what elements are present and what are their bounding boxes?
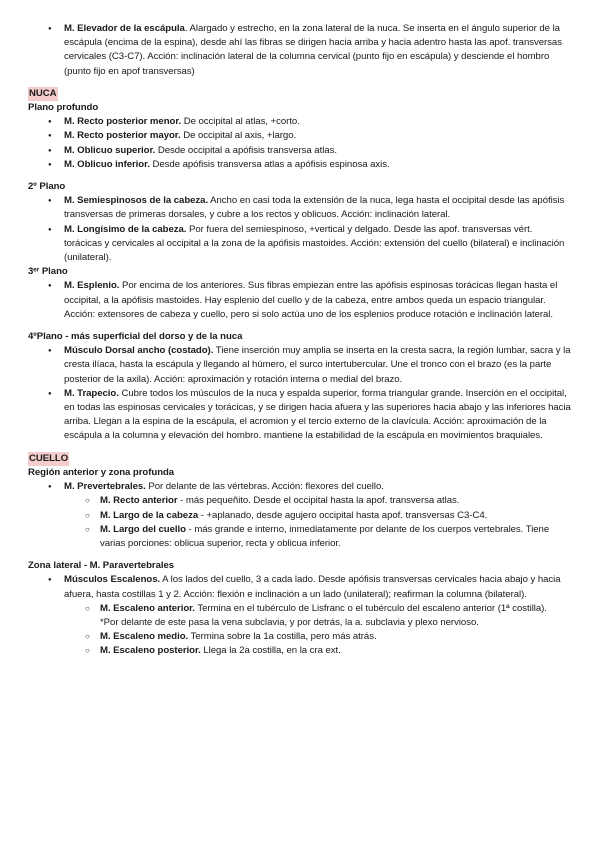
item-term: M. Recto posterior mayor.: [64, 130, 181, 142]
item-text: Termina sobre la 1a costilla, pero más atrás.: [188, 631, 377, 643]
item-term: M. Escaleno posterior.: [100, 645, 201, 657]
item-text: - más pequeñito. Desde el occipital hasta la apof. transversa atlas.: [177, 495, 460, 507]
plano-profundo-list: [28, 115, 572, 172]
zona-lateral-list: [28, 573, 572, 658]
item-text: A los lados del cuello, 3 a cada lado. Desde apófisis transversas cervicales hacia abajo y hacia afuera, hasta costillas 1 y 2. Acción: flexión e inclinación a un lado (unilateral); reafirman la columna (bilateral).: [64, 574, 561, 600]
region-anterior-list: [28, 480, 572, 551]
sub-list-item: [28, 494, 572, 508]
item-term: M. Escaleno medio.: [100, 631, 189, 643]
item-text: . Alargado y estrecho, en la zona lateral de la nuca. Se inserta en el ángulo superior de la escápula (encima de la espina), desde ahí las fibras se dirigen hacia arriba y hacia adentro hasta las apof. transversas cervicales (C3-C7). Acción: inclinación lateral de la columna cervical (punto fijo en escápula) y desciende el hombro (punto fijo en apof transversas): [64, 23, 562, 77]
item-text: - +aplanado, desde agujero occipital hasta apof. transversas C3-C4.: [198, 509, 488, 521]
list-item: [28, 223, 572, 266]
item-text: Desde apófisis transversa atlas a apófisis espinosa axis.: [149, 158, 390, 170]
plano-2-list: [28, 194, 572, 265]
item-text: Llega la 2a costilla, en la cra ext.: [200, 645, 341, 657]
nuca-heading: NUCA: [28, 87, 58, 101]
item-text: Por fuera del semiespinoso, +vertical y delgado. Desde las apof. transversas vért. torácicas y cervicales al occipital a la zona de la apófisis mastoides. Acción: extensión del cuello (bilateral) e inclinación (unilateral).: [64, 223, 565, 264]
top-list: [28, 22, 572, 79]
zona-lateral-title: Zona lateral - M. Paravertebrales: [28, 560, 175, 572]
list-item: [28, 279, 572, 322]
section-heading-cuello: [28, 452, 572, 466]
item-term: M. Largo de la cabeza: [100, 509, 199, 521]
list-item: [28, 344, 572, 387]
item-term: M. Trapecio.: [64, 387, 119, 399]
item-term: M. Esplenio.: [64, 280, 120, 292]
cuello-heading: CUELLO: [28, 452, 69, 466]
plano-3-title: 3ᵉʳ Plano: [28, 266, 68, 278]
item-text: Cubre todos los músculos de la nuca y espalda superior, forma triangular grande. Inserción en el occipital, en todas las espinosas cervicales y torácicas, y se dirigen hacia afuera y las superiores hacia abajo y las inferiores hacia arriba. Llegan a la espina de la escápula, el acromion y el tercio externo de la clavícula. Acción: aproximación de la escápula a la columna y elevación del hombro. mantiene la estabilidad de la escápula en movimientos braquiales.: [64, 387, 571, 442]
item-text: Por delante de las vértebras. Acción: flexores del cuello.: [145, 481, 384, 493]
item-text: Tiene inserción muy amplia se inserta en la cresta sacra, la región lumbar, sacra y la cresta ilíaca, hasta la escápula y llegando al húmero, el surco intertubercular. Une el tronco con el brazo (es la parte posterior de la axila). Acción: aproximación y rotación interna o medial del brazo.: [64, 345, 571, 385]
item-term: M. Oblicuo superior.: [64, 144, 156, 156]
item-term: M. Elevador de la escápula: [64, 23, 185, 34]
item-term: M. Longísimo de la cabeza.: [64, 223, 187, 235]
list-item: [28, 480, 572, 494]
list-item-elevador: [28, 22, 572, 79]
item-term: M. Escaleno anterior.: [100, 602, 195, 614]
sub-list-item: [28, 602, 572, 630]
item-text: De occipital al axis, +largo.: [180, 130, 297, 142]
item-term: M. Prevertebrales.: [64, 481, 146, 493]
section-heading-nuca: [28, 87, 572, 101]
item-text: De occipital al atlas, +corto.: [181, 116, 300, 128]
item-text: Termina en el tubérculo de Lisfranc o el tubérculo del escaleno anterior (1ª costilla).: [194, 602, 547, 614]
item-term: M. Recto anterior: [100, 495, 178, 507]
sub-list-item: [28, 509, 572, 523]
region-anterior-title: Región anterior y zona profunda: [28, 466, 175, 478]
sub-list-item: [28, 630, 572, 644]
list-item: [28, 115, 572, 129]
item-term: M. Oblicuo inferior.: [64, 158, 150, 170]
list-item: [28, 194, 572, 222]
item-term: Músculos Escalenos.: [64, 574, 161, 586]
plano-4-list: [28, 344, 572, 443]
item-term: M. Recto posterior menor.: [64, 116, 182, 128]
list-item: [28, 387, 572, 444]
item-term: M. Semiespinosos de la cabeza.: [64, 195, 209, 207]
item-text: Por encima de los anteriores. Sus fibras empiezan entre las apófisis espinosas torácicas llegan hasta el occipital, a la apófisis mastoides. Hay esplenio del cuello y de la cabeza, entre ambos queda un espacio triangular. Acción: extensores de cabeza y cuello, pero si solo actúa uno de los esplenios produce rotación e inclinación lateral.: [64, 280, 558, 320]
list-item: [28, 573, 572, 601]
sub-list-item: [28, 523, 572, 551]
list-item: [28, 129, 572, 143]
item-note: *Por delante de este pasa la vena subclavia, y por detrás, la a. subclavia y plexo nervioso.: [100, 616, 479, 628]
list-item: [28, 158, 572, 172]
item-text: - más grande e interno, inmediatamente por delante de los cuerpos vertebrales. Tiene varias porciones: oblicua superior, recta y oblicua inferior.: [100, 523, 550, 549]
item-text: Ancho en casi toda la extensión de la nuca, lega hasta el occipital desde las apófisis transversas de primeras dorsales, y cubre a los rectos y oblicuos. Acción: inclinación lateral.: [64, 195, 565, 221]
plano-3-list: [28, 279, 572, 322]
item-term: Músculo Dorsal ancho (costado).: [64, 345, 214, 357]
sub-list-item: [28, 644, 572, 658]
item-term: M. Largo del cuello: [100, 523, 186, 535]
plano-2-title: 2º Plano: [28, 181, 66, 193]
plano-4-title: 4ºPlano - más superficial del dorso y de la nuca: [28, 331, 243, 343]
plano-profundo-title: Plano profundo: [28, 102, 99, 114]
list-item: [28, 144, 572, 158]
item-text: Desde occipital a apófisis transversa atlas.: [155, 144, 337, 156]
